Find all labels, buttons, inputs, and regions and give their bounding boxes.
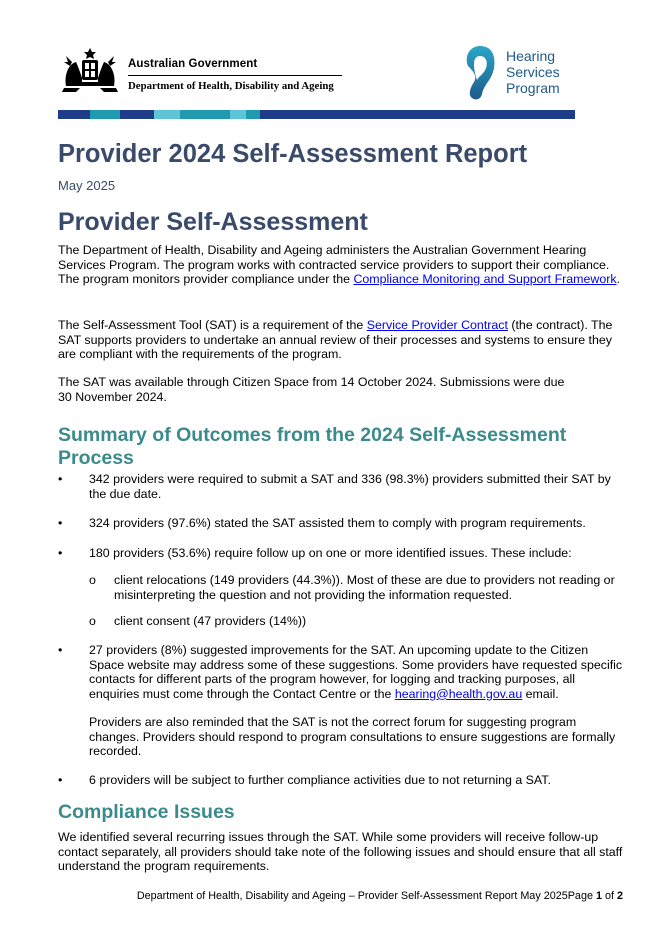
bullet-icon: • xyxy=(58,546,63,560)
program-name-line3: Program xyxy=(506,80,560,96)
gov-divider xyxy=(128,75,342,76)
page-total: 2 xyxy=(616,890,623,902)
hearing-email-link[interactable]: hearing@health.gov.au xyxy=(394,686,523,701)
service-provider-contract-link[interactable]: Service Provider Contract xyxy=(366,318,508,332)
gov-name: Australian Government xyxy=(128,58,258,70)
header-color-bar xyxy=(58,110,575,119)
section-heading-self-assessment: Provider Self-Assessment xyxy=(58,208,368,236)
hsp-logo-block xyxy=(462,44,592,104)
program-name-line2: Services xyxy=(506,64,560,80)
bullet-icon: • xyxy=(58,643,63,657)
bullet-icon: • xyxy=(58,773,63,787)
department-name: Department of Health, Disability and Ageing xyxy=(128,80,334,92)
coat-of-arms-icon xyxy=(58,46,122,94)
bullet-icon: • xyxy=(58,516,63,530)
section-heading-compliance: Compliance Issues xyxy=(58,801,235,823)
paragraph-compliance: We identified several recurring issues through the SAT. While some providers will receive follow-up contact separately, all providers should take note of the following issues and should ensure that all staff understand the program requirements. xyxy=(58,830,623,874)
bullet-icon: • xyxy=(58,472,63,486)
page-footer: Department of Health, Disability and Ageing – Provider Self-Assessment Report May 2025Page 1 of 2 xyxy=(136,890,623,902)
report-date: May 2025 xyxy=(58,178,116,193)
hearing-ear-icon xyxy=(462,44,498,102)
program-name-line1: Hearing xyxy=(506,48,556,64)
sub-bullet-icon: o xyxy=(89,614,96,628)
gov-logo-block xyxy=(58,46,348,96)
paragraph-availability: The SAT was available through Citizen Space from 14 October 2024. Submissions were due 30 November 2024. xyxy=(58,375,565,404)
page-number: 1 xyxy=(595,890,602,902)
compliance-framework-link[interactable]: Compliance Monitoring and Support Framework xyxy=(353,272,617,287)
paragraph-intro: The Department of Health, Disability and Ageing administers the Australian Government Hearing Services Program. The program works with contracted service providers to support their compliance. The program monitors provider compliance under the Compliance Monitoring and Support Framework. xyxy=(58,243,620,287)
section-heading-summary: Summary of Outcomes from the 2024 Self-Assessment Process xyxy=(58,424,567,469)
report-title: Provider 2024 Self-Assessment Report xyxy=(58,140,528,168)
sub-bullet-icon: o xyxy=(89,573,96,587)
paragraph-sat: The Self-Assessment Tool (SAT) is a requirement of the Service Provider Contract (the contract). The SAT supports providers to undertake an annual review of their processes and systems to ensure they are compliant with the requirements of the program. xyxy=(58,318,613,362)
